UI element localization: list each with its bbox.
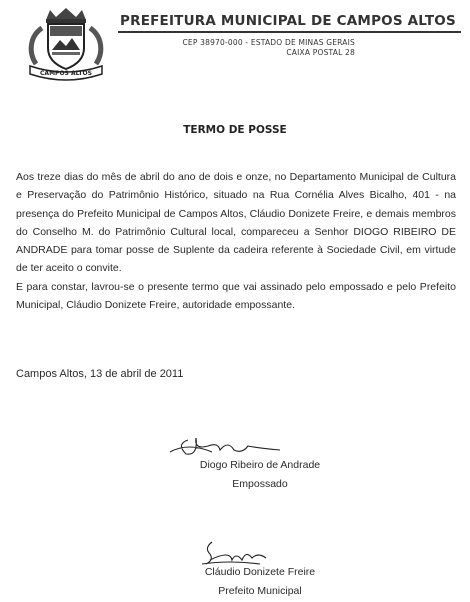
- signer-role: Prefeito Municipal: [218, 585, 302, 597]
- header-rule: [118, 31, 461, 33]
- body-paragraph-1: Aos treze dias do mês de abril do ano de dois e onze, no Departamento Municipal de Cultura e Preservação do Patrimônio Histórico, situado na Rua Cornélia Alves Bicalho, 401 - na presença do Prefeito Municipal de Campos Altos, Cláudio Donizete Freire, e demais membros do Conselho M. do Patrimônio Cultural local, compareceu a Senhor DIOGO RIBEIRO DE ANDRADE para tomar posse de Suplente da cadeira referente à Sociedade Civil, em virtude de ter aceito o convite.: [16, 171, 456, 275]
- crest-ribbon-text: CAMPOS ALTOS: [40, 70, 92, 77]
- signer-role: Empossado: [232, 478, 288, 490]
- signer-name: Cláudio Donizete Freire: [204, 566, 316, 578]
- body-paragraph-2: E para constar, lavrou-se o presente termo que vai assinado pelo empossado e pelo Prefeito Municipal, Cláudio Donizete Freire, autoridade empossante.: [16, 280, 456, 312]
- document-body: [16, 168, 456, 314]
- municipal-crest-icon: [16, 6, 116, 82]
- signature-block-prefeito: [150, 563, 370, 601]
- signer-name: Diogo Ribeiro de Andrade: [199, 459, 321, 471]
- address-line-1: CEP 38970-000 - ESTADO DE MINAS GERAIS: [182, 38, 355, 47]
- signature-block-empossado: [150, 456, 370, 494]
- place-and-date: Campos Altos, 13 de abril de 2011: [16, 368, 184, 380]
- address-line-2: CAIXA POSTAL 28: [286, 48, 355, 57]
- organization-name: PREFEITURA MUNICIPAL DE CAMPOS ALTOS: [120, 13, 456, 29]
- document-title: TERMO DE POSSE: [183, 124, 287, 136]
